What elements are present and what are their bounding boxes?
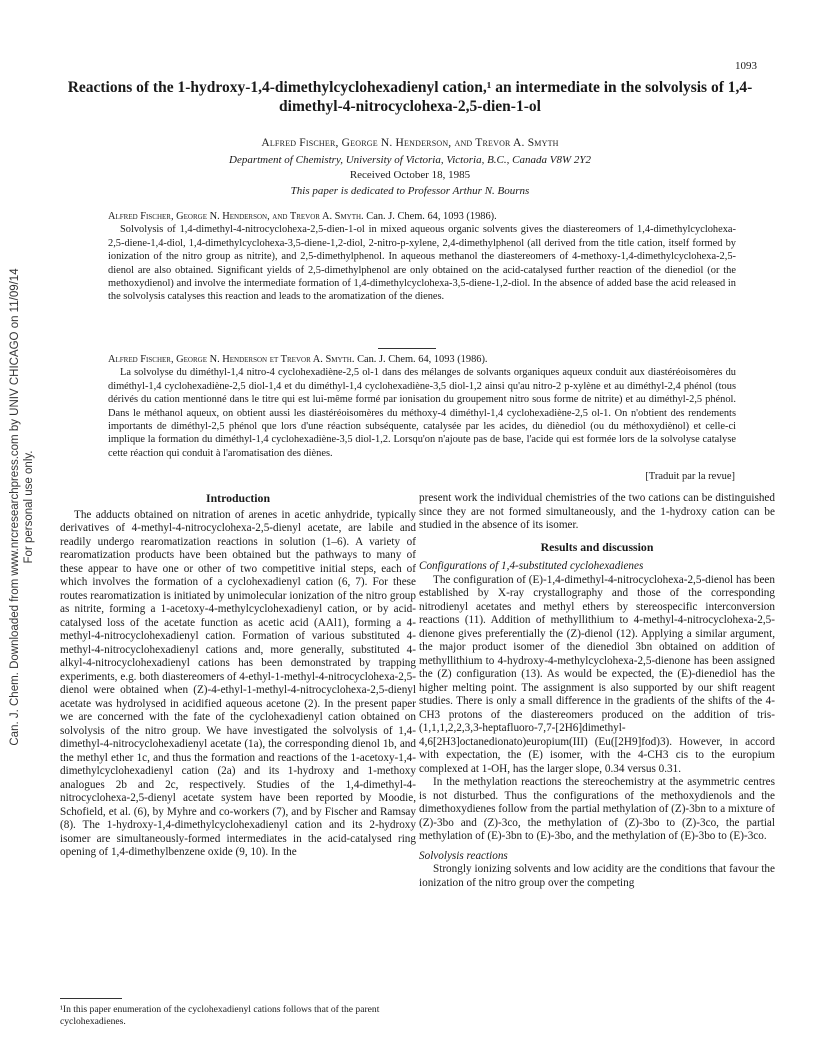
- solvolysis-subheading: Solvolysis reactions: [419, 849, 508, 862]
- paper-title: Reactions of the 1-hydroxy-1,4-dimethylcyclohexadienyl cation,¹ an intermediate in the solvolysis of 1,4-dimethyl-4-nitrocyclohexa-2,5-dien-1-ol: [67, 79, 753, 115]
- abstract-french: [108, 353, 736, 460]
- solvolysis-paragraph: Strongly ionizing solvents and low acidity are the conditions that favour the ionization of the nitro group over the competing: [419, 863, 775, 889]
- abstract-english: [108, 210, 736, 304]
- abstract-fr-text: La solvolyse du diméthyl-1,4 nitro-4 cyclohexadiène-2,5 ol-1 dans des mélanges de solvants organiques aqueux conduit aux diastéréoisomères du diméthyl-1,4 cyclohexadiène-2,5 diol-1,4 et du diméthyl-1,4 cyclohexadiène-3,5 diol-1,2 ainsi qu'au nitro-2 p-xylène et au diméthyl-2,4 phénol (tous dérivés du cation mentionné dans le titre qui est lui-même formé par ionisation du groupement nitro sous forme de nitrite) et au diméthyl-2,5 phénol. Dans le méthanol aqueux, on obtient aussi les diastéréoisomères du méthoxy-4 diméthyl-1,4 cyclohexadiène-2,5 ol-1. On n'obtient des rendements importants de diméthyl-2,5 phénol que lors d'une réaction subséquente, catalysée par les acides, du diènediol (ou du méthoxydiènol) et celle-ci implique la formation du diméthyl-1,4 cyclohexadiène-3,5 diol-1,2. Lorsqu'on n'ajoute pas de base, l'acide qui est formée lors de la solvolyse catalyse cette réaction qui conduit à l'aromatisation des diènes.: [108, 367, 736, 459]
- abstract-fr-citation-names: Alfred Fischer, George N. Henderson et Trevor A. Smyth.: [108, 354, 355, 365]
- introduction-heading: Introduction: [205, 491, 271, 505]
- abstract-fr-citation: [108, 353, 736, 366]
- methylation-paragraph: In the methylation reactions the stereochemistry at the asymmetric centres is not disturbed. Thus the configurations of the methoxydienols and the dimethoxydienes follow from the partial methylation of (Z)-3bn to a mixture of (Z)-3bo and (Z)-3co, the methylation of (Z)-3bo to (Z)-3co, the partial methylation of (E)-3bn to (E)-3bo, and the methylation of (E)-3bo to (E)-3co.: [419, 776, 775, 842]
- abstract-en-citation-ref: Can. J. Chem. 64, 1093 (1986).: [366, 211, 497, 222]
- right-column: [419, 492, 775, 890]
- configurations-subheading: Configurations of 1,4-substituted cyclohexadienes: [419, 560, 644, 572]
- results-heading: Results and discussion: [540, 539, 654, 554]
- watermark-line-2: For personal use only.: [23, 450, 35, 564]
- watermark-line-1: Can. J. Chem. Downloaded from www.nrcresearchpress.com by UNIV CHICAGO on 11/09/14: [9, 268, 21, 746]
- footnote-divider: [60, 998, 122, 999]
- introduction-continued-paragraph: present work the individual chemistries of the two cations can be distinguished since they are not formed simultaneously, and the 1-hydroxy cation can be studied in the absence of its isomer.: [419, 492, 775, 531]
- received-date: Received October 18, 1985: [349, 169, 471, 181]
- footnote: ¹In this paper enumeration of the cyclohexadienyl cations follows that of the parent cyclohexadienes.: [60, 1004, 380, 1027]
- download-watermark: [8, 217, 36, 797]
- abstract-en-citation: [108, 210, 736, 223]
- abstract-fr-citation-ref: Can. J. Chem. 64, 1093 (1986).: [357, 354, 488, 365]
- abstract-en-text: Solvolysis of 1,4-dimethyl-4-nitrocyclohexa-2,5-dien-1-ol in mixed aqueous organic solvents gives the diastereomers of 1,4-dimethylcyclohexa-2,5-diene-1,4-diol, 1,4-dimethylcyclohexa-3,5-diene-1,2-diol, 2-nitro-p-xylene, 2,4-dimethylphenol (all derived from the title cation, itself formed by ionization of the nitro group as nitrite), and 2,5-dimethylphenol. In aqueous methanol the diastereomers of 4-methoxy-1,4-dimethylcyclohexa-2,5-dienol are also obtained. Significant yields of 2,5-dimethylphenol are only obtained on the acid-catalysed further reaction of the dienediol (or the methoxydienol) and involve the intermediate formation of 1,4-dimethylcyclohexa-3,5-diene-1,2-diol. In the absence of added base the acid released in the solvolysis catalyses this reaction and leads to the aromatization of the dienes.: [108, 224, 736, 303]
- introduction-paragraph: The adducts obtained on nitration of arenes in acetic anhydride, typically derivatives of 4-methyl-4-nitrocyclohexa-2,5-dienyl acetate, are labile and readily undergo rearomatization reactions in solution (1–6). A variety of rearomatization products have been obtained but the pathways to many of these appear to have one or other of two competitive initial steps, each of which involves the formation of a cyclohexadienyl cation (6, 7). For these routes rearomatization is initiated by unimolecular ionization of the nitro group as nitrite, forming a 1-acetoxy-4-methylcyclohexadienyl cation, or by acid-catalysed loss of the acetate function as acetic acid (AAl1), forming a 4-methyl-4-nitrocyclohexadienyl cation. Formation of various substituted 4-methyl-4-nitrocyclohexadienyl cations and, more generally, substituted 4-alkyl-4-nitrocyclohexadienyl cations has been demonstrated by trapping experiments, e.g. both diastereomers of 4-ethyl-1-methyl-4-nitrocyclohexa-2,5-dienol were obtained when (Z)-4-ethyl-1-methyl-4-nitrocyclohexa-2,5-dienyl acetate was hydrolysed in acidified aqueous acetone (2). In the present paper we are concerned with the fate of the cyclohexadienyl cation obtained on solvolysis of the nitro group. We have investigated the solvolysis of 1,4-dimethyl-4-nitrocyclohexadienyl acetate (1a), the corresponding dienol 1b, and the methyl ether 1c, and thus the formation and reactions of the 1-acetoxy-1,4-dimethylcyclohexadienyl cation (2a) and its 1-hydroxy and 1-methoxy analogues 2b and 2c, respectively. Studies of the 1,4-dimethyl-4-nitrocyclohexa-2,5-dienyl acetate system have been reported by Moodie, Schofield, et al. (6), by Myhre and co-workers (7), and by Fischer and Ramsay (8). The 1-hydroxy-1,4-dimethylcyclohexadienyl cation and its 2-hydroxy isomer are simultaneously-formed intermediates in the acid-catalysed ring opening of 1,4-dimethylbenzene oxide (9, 10). In the: [60, 508, 416, 858]
- affiliation: Department of Chemistry, University of Victoria, Victoria, B.C., Canada V8W 2Y2: [229, 154, 591, 166]
- page-number: 1093: [735, 60, 757, 72]
- translation-note: [Traduit par la revue]: [645, 471, 735, 482]
- configurations-paragraph: The configuration of (E)-1,4-dimethyl-4-nitrocyclohexa-2,5-dienol has been established by X-ray crystallography and those of the corresponding nitrodienyl acetates and methyl ethers by stereospecific interconversion reactions (11). Addition of methyllithium to 4-methyl-4-nitrocyclohexa-2,5-dienone gives preferentially the (Z)-dienol (12). Applying a similar argument, the major product isomer of the dienediol 3bn obtained on addition of methyllithium to 4-hydroxy-4-methylcyclohexa-2,5-dienone has been assigned the (Z) configuration (13). As would be expected, the (E)-dienediol has the higher melting point. The assignment is also supported by our shift reagent studies. There is only a small difference in the gradients of the shifts of the 4-CH3 protons of the diastereomers produced on the addition of tris-(1,1,1,2,2,3,3-heptafluoro-7,7-[2H6]dimethyl-4,6[2H3]octanedionato)europium(III) (Eu([2H9]fod)3). However, in accord with expectation, the (E) isomer, with the 4-CH3 cis to the europium complexed at 1-OH, has the larger slope, 0.34 versus 0.31.: [419, 573, 775, 775]
- dedication: This paper is dedicated to Professor Arthur N. Bourns: [290, 185, 530, 197]
- abstract-divider: [378, 348, 436, 349]
- author-list: Alfred Fischer, George N. Henderson, and Trevor A. Smyth: [261, 137, 559, 149]
- abstract-en-citation-names: Alfred Fischer, George N. Henderson, and Trevor A. Smyth.: [108, 211, 364, 222]
- left-column: [60, 492, 416, 860]
